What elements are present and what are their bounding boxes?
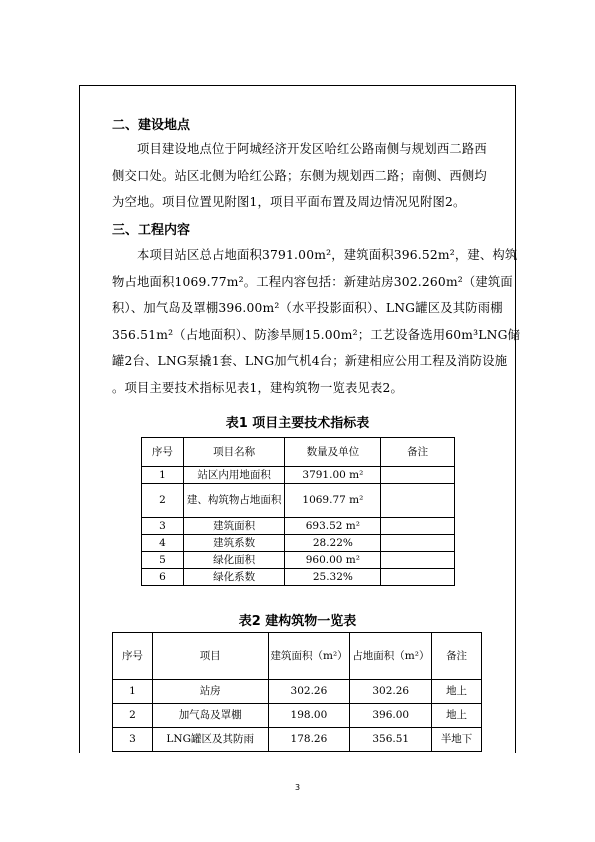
table-cell: 建筑系数 <box>183 535 285 552</box>
table-row <box>113 680 482 704</box>
table2-header-cell: 序号 <box>113 633 153 680</box>
table-cell <box>381 569 455 586</box>
table-cell: 2 <box>113 704 153 728</box>
table2-header-cell: 备注 <box>432 633 482 680</box>
table1-header-cell: 项目名称 <box>183 438 285 467</box>
table-cell: 6 <box>142 569 184 586</box>
section3-line: 356.51m²（占地面积）、防渗旱厕15.00m²；工艺设备选用60m³LNG储 <box>112 327 521 342</box>
table2-header-row <box>113 633 482 680</box>
table-cell: 1 <box>113 680 153 704</box>
table-cell: 302.26 <box>268 680 350 704</box>
section3-line: 罐2台、LNG泵撬1套、LNG加气机4台；新建相应公用工程及消防设施 <box>112 354 508 368</box>
section2-line: 为空地。项目位置见附图1，项目平面布置及周边情况见附图2。 <box>112 195 466 209</box>
table-row <box>113 704 482 728</box>
page-number: 3 <box>294 783 301 792</box>
section2-body <box>112 136 492 216</box>
section2-heading: 二、建设地点 <box>112 118 191 133</box>
section2-line: 项目建设地点位于阿城经济开发区哈红公路南侧与规划西二路西 <box>112 142 487 156</box>
table2 <box>112 632 482 752</box>
section3-line: 物占地面积1069.77m²。工程内容包括：新建站房302.260m²（建筑面 <box>112 274 513 289</box>
table1-header-cell: 备注 <box>381 438 455 467</box>
table1-header-cell: 数量及单位 <box>285 438 381 467</box>
table1-header-row <box>142 438 455 467</box>
table-cell: 1 <box>142 467 184 484</box>
table-cell: 3791.00 m² <box>285 467 381 484</box>
table-row <box>142 518 455 535</box>
section2-line: 侧交口处。站区北侧为哈红公路；东侧为规划西二路；南侧、西侧均 <box>112 168 487 183</box>
section3-body <box>112 242 521 401</box>
section3-heading: 三、工程内容 <box>112 223 191 238</box>
table-cell: 建、构筑物占地面积 <box>183 484 285 518</box>
table-cell: 3 <box>142 518 184 535</box>
table2-header-cell: 项目 <box>152 633 268 680</box>
table2-header-cell: 占地面积（m²） <box>350 633 432 680</box>
table-cell: 3 <box>113 728 153 752</box>
table-cell: 960.00 m² <box>285 552 381 569</box>
table-cell: 178.26 <box>268 728 350 752</box>
table-cell: 半地下 <box>432 728 482 752</box>
table-cell: 356.51 <box>350 728 432 752</box>
table-row <box>142 569 455 586</box>
table-cell: 绿化系数 <box>183 569 285 586</box>
table2-caption: 表2 建构筑物一览表 <box>238 614 357 629</box>
table-cell <box>381 484 455 518</box>
table-cell: 2 <box>142 484 184 518</box>
table-cell: 站区内用地面积 <box>183 467 285 484</box>
section3-line: 。项目主要技术指标见表1，建构筑物一览表见表2。 <box>112 380 403 395</box>
table-cell: 加气岛及罩棚 <box>152 704 268 728</box>
table-cell: 地上 <box>432 704 482 728</box>
table-cell: 5 <box>142 552 184 569</box>
table-row <box>142 535 455 552</box>
table-cell <box>381 535 455 552</box>
table-row <box>142 552 455 569</box>
table-cell <box>381 467 455 484</box>
table-row <box>142 467 455 484</box>
table-row <box>113 728 482 752</box>
table-cell: 28.22% <box>285 535 381 552</box>
table-cell: LNG罐区及其防雨 <box>152 728 268 752</box>
section3-line: 积）、加气岛及罩棚396.00m²（水平投影面积）、LNG罐区及其防雨棚 <box>112 301 503 315</box>
table-cell: 302.26 <box>350 680 432 704</box>
table-cell: 站房 <box>152 680 268 704</box>
table-cell: 198.00 <box>268 704 350 728</box>
table2-header-cell: 建筑面积（m²） <box>268 633 350 680</box>
table-cell: 693.52 m² <box>285 518 381 535</box>
table-cell <box>381 552 455 569</box>
table-cell: 1069.77 m² <box>285 484 381 518</box>
table1-caption: 表1 项目主要技术指标表 <box>225 416 370 431</box>
table-cell: 25.32% <box>285 569 381 586</box>
table-cell: 绿化面积 <box>183 552 285 569</box>
section3-line: 本项目站区总占地面积3791.00m²，建筑面积396.52m²，建、构筑 <box>112 248 518 262</box>
table-cell: 建筑面积 <box>183 518 285 535</box>
table-cell: 396.00 <box>350 704 432 728</box>
table-cell: 4 <box>142 535 184 552</box>
table-cell: 地上 <box>432 680 482 704</box>
table-row <box>142 484 455 518</box>
table-cell <box>381 518 455 535</box>
table1-header-cell: 序号 <box>142 438 184 467</box>
table1 <box>141 437 455 586</box>
